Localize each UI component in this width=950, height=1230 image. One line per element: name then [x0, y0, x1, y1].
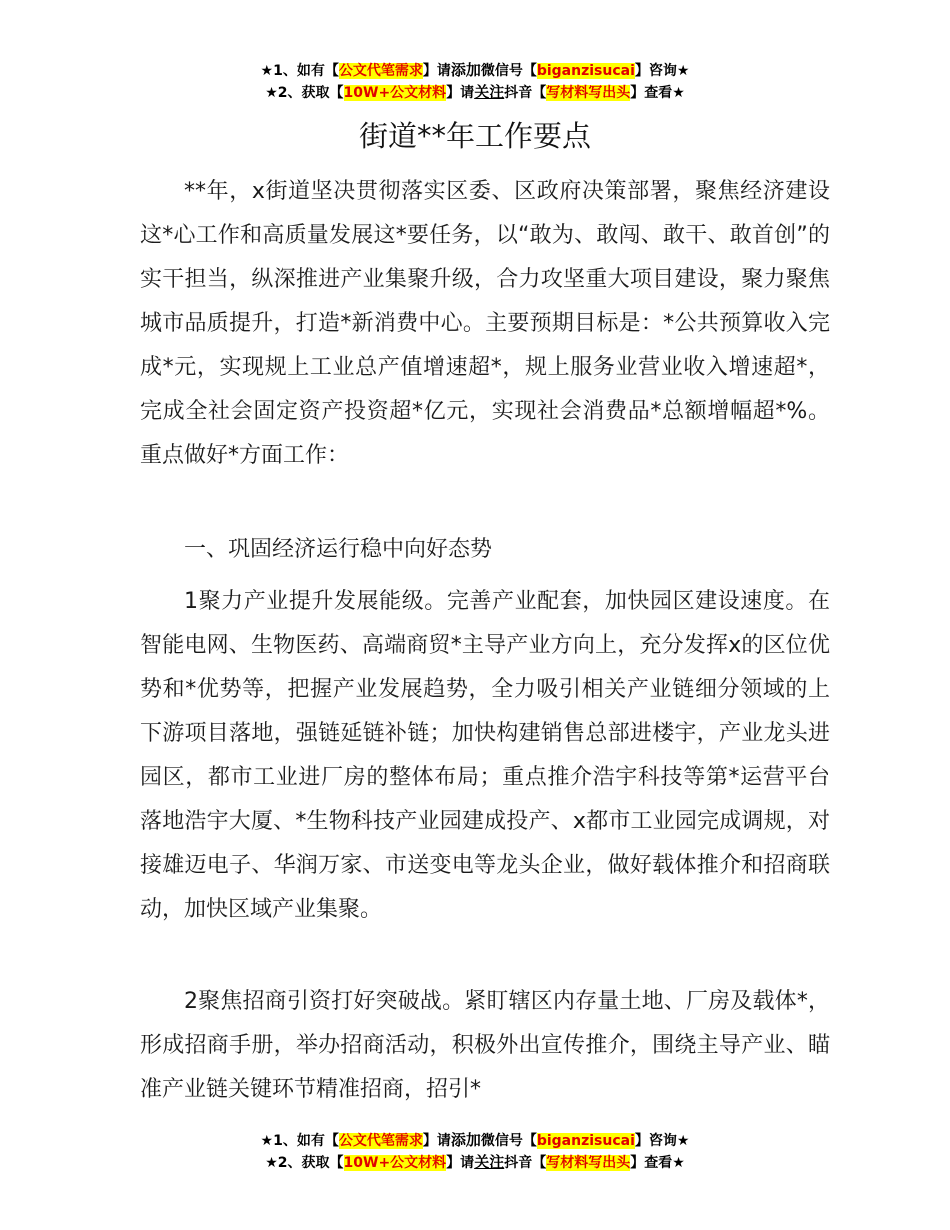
- intro-paragraph: **年，x街道坚决贯彻落实区委、区政府决策部署，聚焦经济建设这*心工作和高质量发展这*要任务，以“敢为、敢闯、敢干、敢首创”的实干担当，纵深推进产业集聚升级，合力攻坚重大项目建设，聚力聚焦城市品质提升，打造*新消费中心。主要预期目标是：*公共预算收入完成*元，实现规上工业总产值增速超*，规上服务业营业收入增速超*，完成全社会固定资产投资超*亿元，实现社会消费品*总额增幅超*%。重点做好*方面工作：: [140, 179, 830, 468]
- banner-line-2: [0, 1152, 950, 1174]
- banner-highlight: 写材料写出头: [546, 85, 631, 101]
- banner-highlight: 10W+公文材料: [343, 1155, 447, 1171]
- banner-text: ★2、获取【: [265, 1155, 344, 1171]
- banner-text: 抖音【: [504, 1155, 547, 1171]
- section-heading-1: 一、巩固经济运行稳中向好态势: [184, 537, 493, 562]
- banner-text: 】查看★: [630, 1155, 685, 1171]
- banner-text: 】咨询★: [634, 63, 690, 79]
- banner-text: ★2、获取【: [265, 85, 344, 101]
- banner-line-1: [0, 60, 950, 82]
- banner-highlight: biganzisucai: [536, 1133, 635, 1149]
- banner-text: ★1、如有【: [260, 63, 339, 79]
- banner-highlight: biganzisucai: [536, 63, 635, 79]
- document-title: 街道**年工作要点: [358, 119, 591, 153]
- banner-text: 】请: [422, 1133, 451, 1149]
- banner-text: 抖音【: [504, 85, 547, 101]
- item-1-paragraph: 1聚力产业提升发展能级。完善产业配套，加快园区建设速度。在智能电网、生物医药、高端商贸*主导产业方向上，充分发挥x的区位优势和*优势等，把握产业发展趋势，全力吸引相关产业链细分领域的上下游项目落地，强链延链补链；加快构建销售总部进楼宇，产业龙头进园区，都市工业进厂房的整体布局；重点推介浩宇科技等第*运营平台落地浩宇大厦、*生物科技产业园建成投产、x都市工业园完成调规，对接雄迈电子、华润万家、市送变电等龙头企业，做好载体推介和招商联动，加快区域产业集聚。: [140, 589, 830, 922]
- top-banner: [0, 60, 950, 104]
- banner-highlight: 公文代笔需求: [338, 63, 423, 79]
- banner-highlight: 写材料写出头: [546, 1155, 631, 1171]
- item-2-paragraph: 2聚焦招商引资打好突破战。紧盯辖区内存量土地、厂房及载体*，形成招商手册，举办招商活动，积极外出宣传推介，围绕主导产业、瞄准产业链关键环节精准招商，招引*: [140, 989, 830, 1102]
- banner-text: 】咨询★: [634, 1133, 690, 1149]
- banner-text: ★1、如有【: [260, 1133, 339, 1149]
- banner-highlight: 10W+公文材料: [343, 85, 447, 101]
- banner-line-1: [0, 1130, 950, 1152]
- banner-text: 】查看★: [630, 85, 685, 101]
- banner-highlight: 公文代笔需求: [338, 1133, 423, 1149]
- bottom-banner: [0, 1130, 950, 1174]
- banner-line-2: [0, 82, 950, 104]
- banner-text: 】请: [422, 63, 451, 79]
- banner-text: 微信号【: [480, 63, 537, 79]
- banner-text: 】请: [446, 85, 475, 101]
- banner-emphasis: 关注: [474, 83, 505, 101]
- banner-text: 】请: [446, 1155, 475, 1171]
- banner-text: 微信号【: [480, 1133, 537, 1149]
- banner-emphasis: 添加: [450, 61, 481, 79]
- banner-emphasis: 添加: [450, 1131, 481, 1149]
- banner-emphasis: 关注: [474, 1153, 505, 1171]
